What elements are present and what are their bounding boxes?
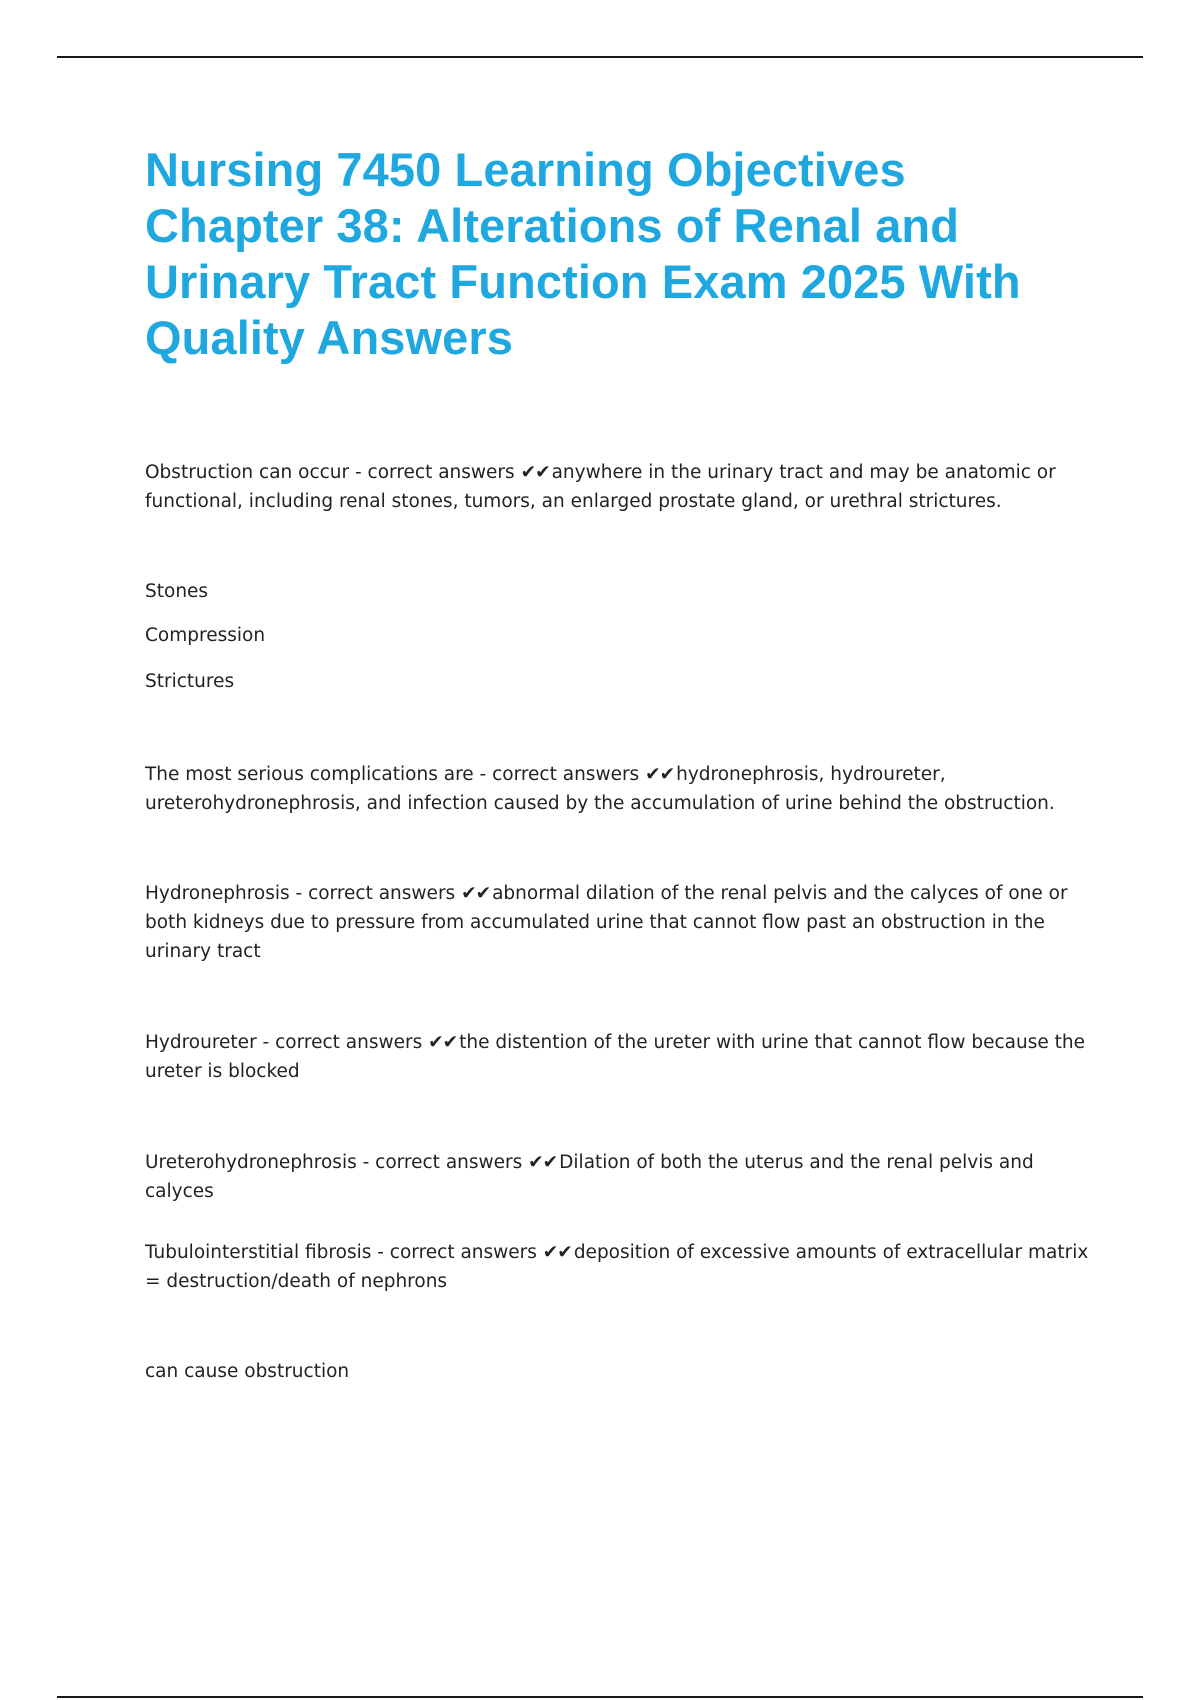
document-header bbox=[145, 142, 1095, 366]
check-mark-icon: ✔✔ bbox=[428, 1032, 458, 1053]
qa-answer: Dilation of both the uterus and the renal pelvis and calyces bbox=[145, 1152, 1034, 1202]
list-item-stones: Stones bbox=[145, 581, 209, 602]
check-mark-icon: ✔✔ bbox=[461, 883, 491, 904]
qa-term: Ureterohydronephrosis - correct answers bbox=[145, 1152, 529, 1173]
qa-entry-obstruction bbox=[145, 458, 1095, 516]
qa-answer: deposition of excessive amounts of extracellular matrix = destruction/death of nephrons bbox=[145, 1242, 1089, 1292]
list-item-strictures: Strictures bbox=[145, 671, 235, 692]
check-mark-icon: ✔✔ bbox=[520, 462, 550, 483]
qa-entry-hydronephrosis bbox=[145, 879, 1095, 966]
qa-term: Hydronephrosis - correct answers bbox=[145, 883, 462, 904]
note-text: can cause obstruction bbox=[145, 1361, 350, 1382]
document-title: Nursing 7450 Learning Objectives Chapter 38: Alterations of Renal and Urinary Tract Function Exam 2025 With Quality Answers bbox=[145, 143, 1021, 364]
qa-entry-tubulointerstitial-fibrosis bbox=[145, 1238, 1095, 1296]
qa-answer: the distention of the ureter with urine that cannot flow because the ureter is blocked bbox=[145, 1032, 1085, 1082]
qa-term: Tubulointerstitial fibrosis - correct answers bbox=[145, 1242, 543, 1263]
check-mark-icon: ✔✔ bbox=[542, 1242, 572, 1263]
qa-entry-ureterohydronephrosis bbox=[145, 1148, 1105, 1206]
qa-answer: anywhere in the urinary tract and may be anatomic or functional, including renal stones, tumors, an enlarged prostate gland, or urethral strictures. bbox=[145, 462, 1056, 512]
list-item-compression: Compression bbox=[145, 625, 266, 646]
qa-term: Obstruction can occur - correct answers bbox=[145, 462, 521, 483]
qa-entry-hydroureter bbox=[145, 1028, 1095, 1086]
qa-answer: hydronephrosis, hydroureter, ureterohydronephrosis, and infection caused by the accumulation of urine behind the obstruction. bbox=[145, 764, 1055, 814]
check-mark-icon: ✔✔ bbox=[645, 764, 675, 785]
qa-term: Hydroureter - correct answers bbox=[145, 1032, 429, 1053]
qa-entry-complications bbox=[145, 760, 1095, 818]
check-mark-icon: ✔✔ bbox=[528, 1152, 558, 1173]
top-rule bbox=[57, 56, 1143, 58]
qa-answer: abnormal dilation of the renal pelvis and the calyces of one or both kidneys due to pressure from accumulated urine that cannot flow past an obstruction in the urinary tract bbox=[145, 883, 1068, 962]
qa-term: The most serious complications are - correct answers bbox=[145, 764, 646, 785]
bottom-rule bbox=[57, 1696, 1143, 1698]
